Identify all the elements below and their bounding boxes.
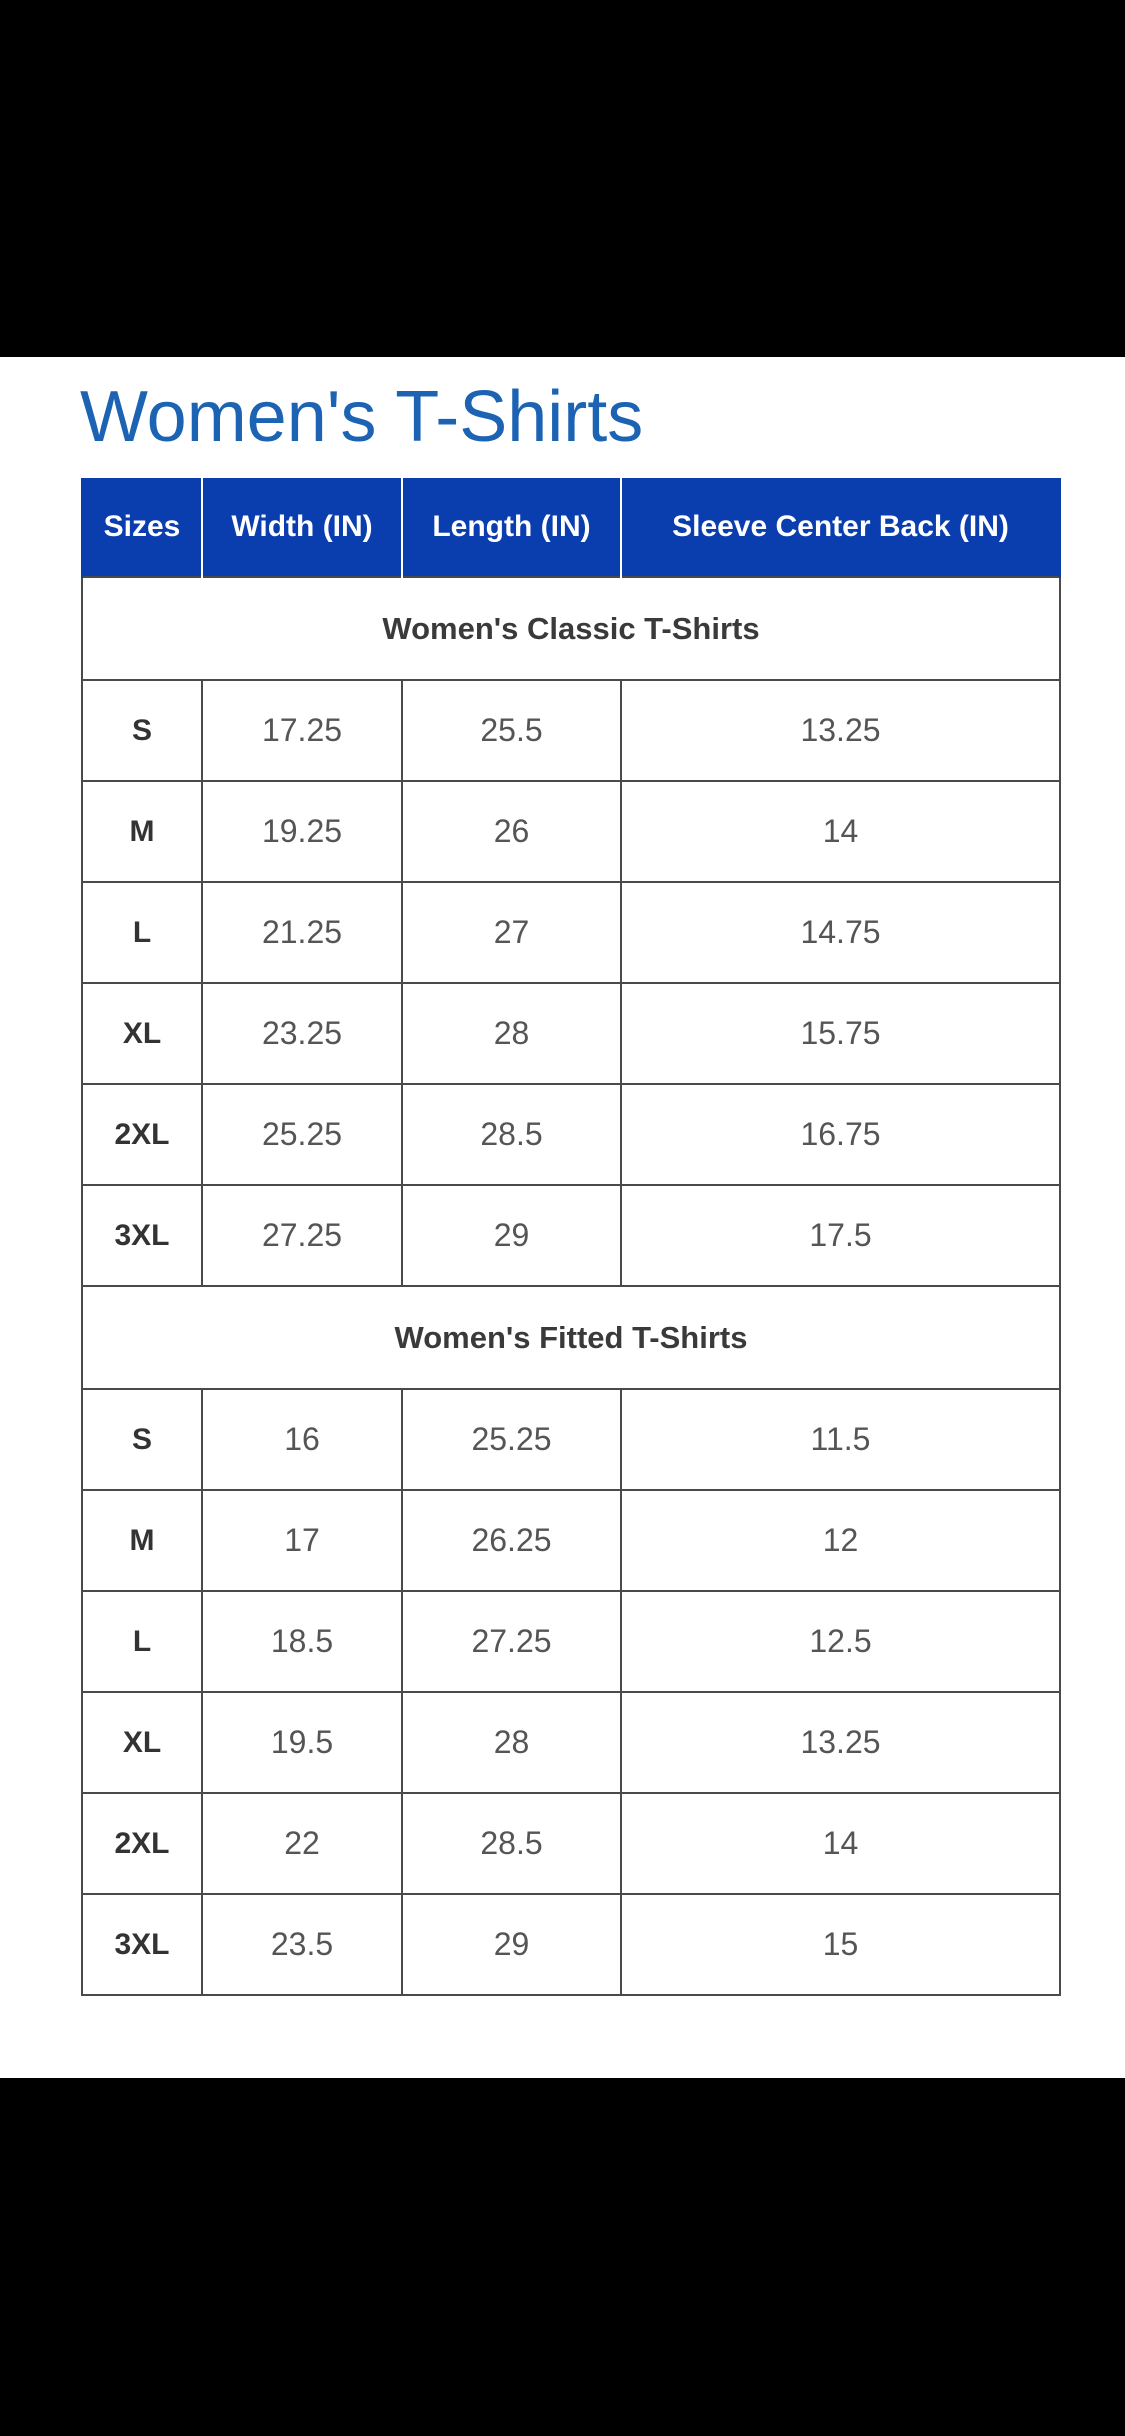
length-cell: 26 [402, 781, 621, 882]
width-cell: 18.5 [202, 1591, 402, 1692]
width-cell: 25.25 [202, 1084, 402, 1185]
sleeve-cell: 17.5 [621, 1185, 1060, 1286]
table-row [82, 1692, 1060, 1793]
table-row [82, 1490, 1060, 1591]
width-cell: 16 [202, 1389, 402, 1490]
sleeve-cell: 15 [621, 1894, 1060, 1995]
size-cell: S [82, 680, 202, 781]
size-cell: 3XL [82, 1894, 202, 1995]
width-cell: 27.25 [202, 1185, 402, 1286]
table-row [82, 1793, 1060, 1894]
width-cell: 17 [202, 1490, 402, 1591]
size-cell: M [82, 1490, 202, 1591]
section-heading-row [82, 1286, 1060, 1389]
size-cell: S [82, 1389, 202, 1490]
sleeve-cell: 11.5 [621, 1389, 1060, 1490]
length-cell: 29 [402, 1894, 621, 1995]
top-black-bar [0, 0, 1125, 357]
section-heading-fitted: Women's Fitted T-Shirts [82, 1286, 1060, 1389]
table-row [82, 1185, 1060, 1286]
length-cell: 29 [402, 1185, 621, 1286]
length-cell: 26.25 [402, 1490, 621, 1591]
header-sizes: Sizes [82, 478, 202, 577]
size-cell: M [82, 781, 202, 882]
sleeve-cell: 14.75 [621, 882, 1060, 983]
table-row [82, 1894, 1060, 1995]
page-title: Women's T-Shirts [80, 377, 644, 457]
size-cell: 2XL [82, 1793, 202, 1894]
table-row [82, 882, 1060, 983]
size-chart-document [0, 357, 1125, 2078]
table-row [82, 1389, 1060, 1490]
table-row [82, 983, 1060, 1084]
size-chart-table [81, 478, 1061, 1996]
header-sleeve-center-back: Sleeve Center Back (IN) [621, 478, 1060, 577]
size-cell: 3XL [82, 1185, 202, 1286]
length-cell: 28 [402, 1692, 621, 1793]
table-row [82, 1591, 1060, 1692]
width-cell: 23.25 [202, 983, 402, 1084]
size-cell: L [82, 1591, 202, 1692]
table-row [82, 1084, 1060, 1185]
length-cell: 28 [402, 983, 621, 1084]
width-cell: 19.5 [202, 1692, 402, 1793]
size-cell: L [82, 882, 202, 983]
size-cell: XL [82, 983, 202, 1084]
header-width: Width (IN) [202, 478, 402, 577]
section-heading-row [82, 577, 1060, 680]
sleeve-cell: 12.5 [621, 1591, 1060, 1692]
size-cell: XL [82, 1692, 202, 1793]
sleeve-cell: 16.75 [621, 1084, 1060, 1185]
header-length: Length (IN) [402, 478, 621, 577]
length-cell: 25.5 [402, 680, 621, 781]
sleeve-cell: 14 [621, 781, 1060, 882]
sleeve-cell: 13.25 [621, 1692, 1060, 1793]
size-cell: 2XL [82, 1084, 202, 1185]
width-cell: 17.25 [202, 680, 402, 781]
sleeve-cell: 13.25 [621, 680, 1060, 781]
sleeve-cell: 15.75 [621, 983, 1060, 1084]
sleeve-cell: 14 [621, 1793, 1060, 1894]
bottom-black-bar [0, 2078, 1125, 2436]
length-cell: 28.5 [402, 1793, 621, 1894]
length-cell: 28.5 [402, 1084, 621, 1185]
width-cell: 23.5 [202, 1894, 402, 1995]
sleeve-cell: 12 [621, 1490, 1060, 1591]
width-cell: 21.25 [202, 882, 402, 983]
width-cell: 19.25 [202, 781, 402, 882]
table-row [82, 680, 1060, 781]
length-cell: 25.25 [402, 1389, 621, 1490]
table-row [82, 781, 1060, 882]
width-cell: 22 [202, 1793, 402, 1894]
section-heading-classic: Women's Classic T-Shirts [82, 577, 1060, 680]
length-cell: 27 [402, 882, 621, 983]
length-cell: 27.25 [402, 1591, 621, 1692]
table-header-row [82, 478, 1060, 577]
